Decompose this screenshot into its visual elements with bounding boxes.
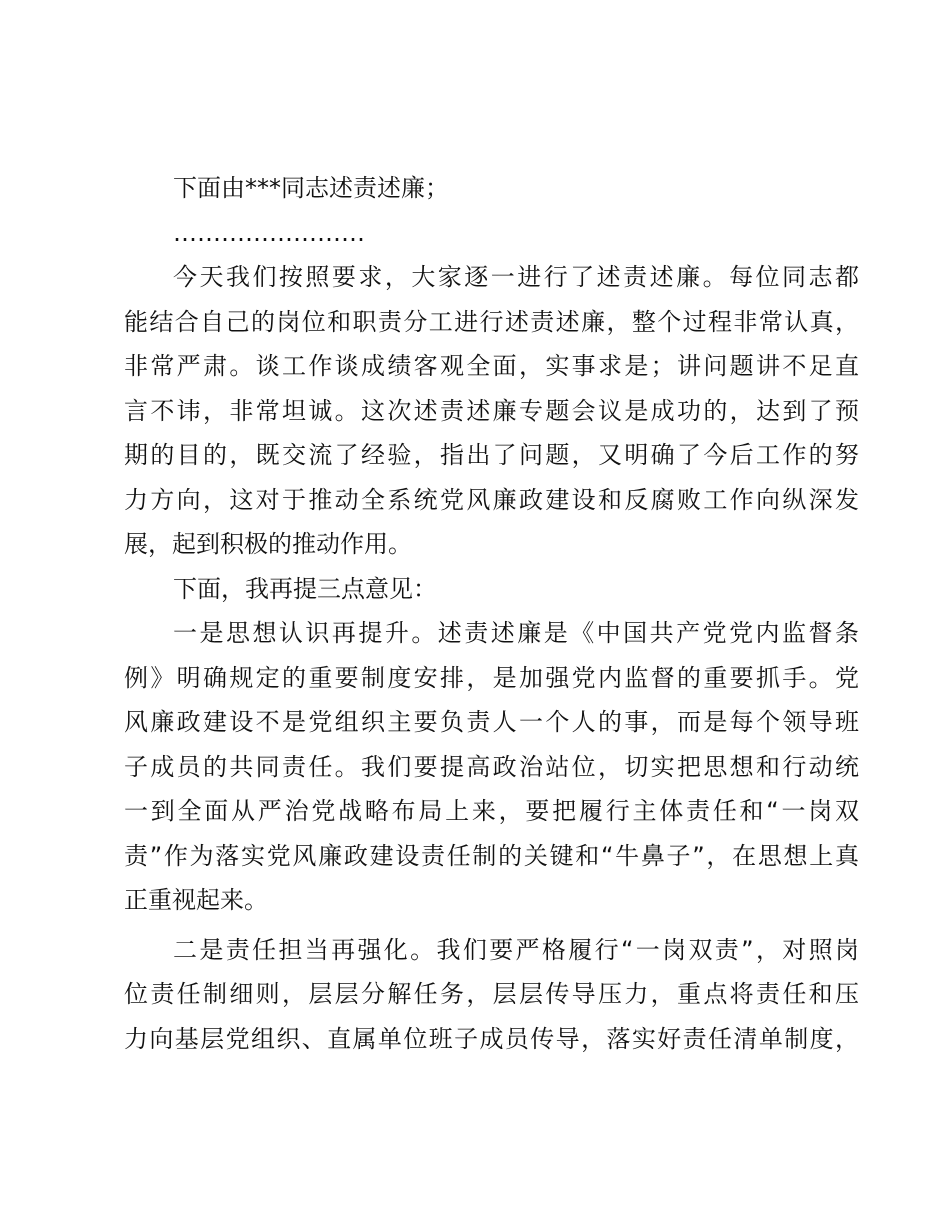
text-line: 展，起到积极的推动作用。 <box>124 530 412 558</box>
paragraph-three-points <box>124 567 859 612</box>
text-line: 今天我们按照要求，大家逐一进行了述责述廉。每位同志都 <box>173 263 859 291</box>
text-line: 下面由***同志述责述廉； <box>173 174 449 202</box>
paragraph-summary <box>124 255 859 567</box>
text-line: 例》明确规定的重要制度安排，是加强党内监督的重要抓手。党 <box>124 663 859 692</box>
text-line: 力向基层党组织、直属单位班子成员传导，落实好责任清单制度， <box>124 1024 859 1053</box>
text-line: 言不讳，非常坦诚。这次述责述廉专题会议是成功的，达到了预 <box>124 396 859 425</box>
text-line: 一到全面从严治党战略布局上来，要把履行主体责任和“一岗双 <box>124 797 859 825</box>
text-line: 能结合自己的岗位和职责分工进行述责述廉，整个过程非常认真， <box>124 307 859 336</box>
text-line: 二是责任担当再强化。我们要严格履行“一岗双责”，对照岗 <box>173 935 859 964</box>
paragraph-ellipsis <box>124 211 859 256</box>
text-line: 期的目的，既交流了经验，指出了问题，又明确了今后工作的努 <box>124 441 859 469</box>
text-line: …………………… <box>173 218 365 247</box>
text-line: 风廉政建设不是党组织主要负责人一个人的事，而是每个领导班 <box>124 708 859 736</box>
text-line: 位责任制细则，层层分解任务，层层传导压力，重点将责任和压 <box>124 980 859 1008</box>
paragraph-point-one <box>124 611 859 923</box>
text-line: 子成员的共同责任。我们要提高政治站位，切实把思想和行动统 <box>124 752 859 781</box>
text-line: 一是思想认识再提升。述责述廉是《中国共产党党内监督条 <box>173 619 859 647</box>
text-line: 力方向，这对于推动全系统党风廉政建设和反腐败工作向纵深发 <box>124 485 859 514</box>
paragraph-speaker-intro <box>124 166 859 211</box>
text-line: 下面，我再提三点意见： <box>173 574 437 603</box>
paragraph-point-two <box>124 928 859 1062</box>
text-line: 正重视起来。 <box>124 886 268 914</box>
document-body <box>124 166 859 1061</box>
text-line: 责”作为落实党风廉政建设责任制的关键和“牛鼻子”，在思想上真 <box>124 841 859 870</box>
text-line: 非常严肃。谈工作谈成绩客观全面，实事求是；讲问题讲不足直 <box>124 352 859 380</box>
